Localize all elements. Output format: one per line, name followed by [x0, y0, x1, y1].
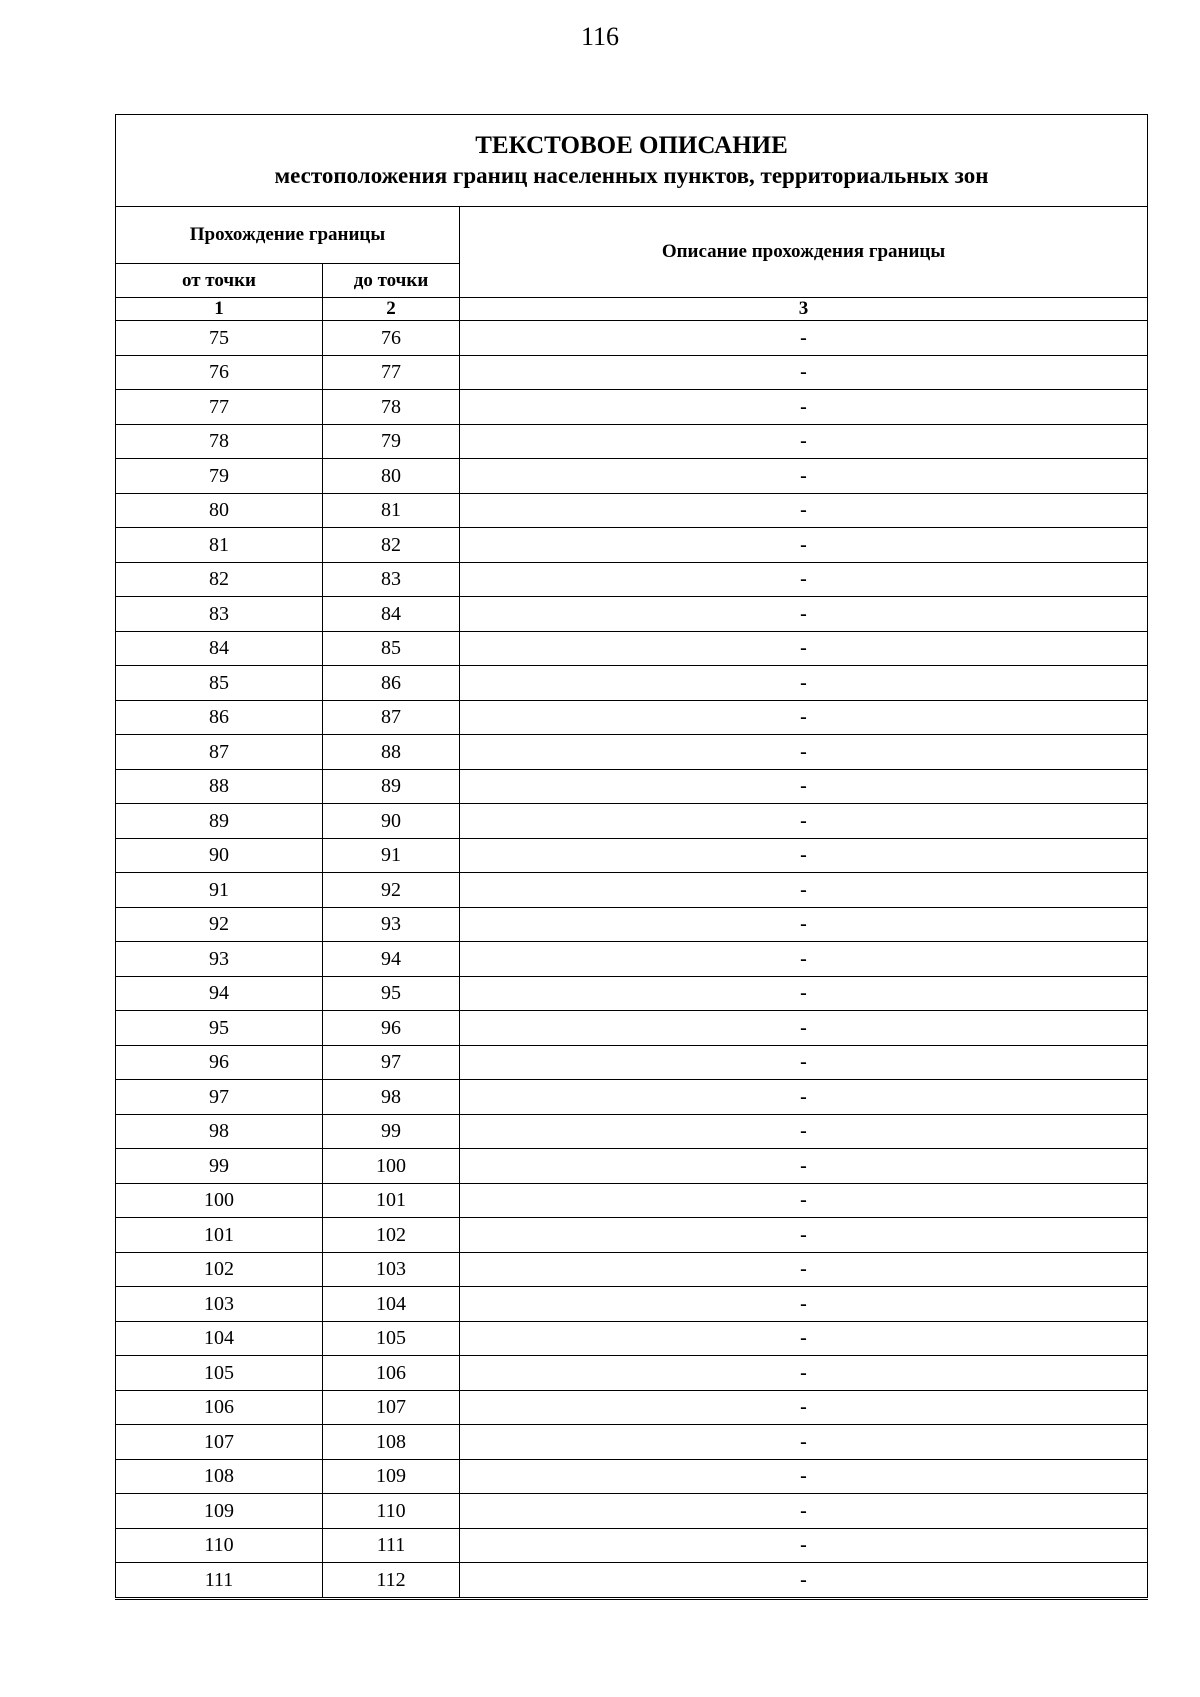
- to-point-cell: 82: [323, 528, 460, 563]
- description-cell: -: [460, 1494, 1148, 1529]
- from-point-cell: 109: [116, 1494, 323, 1529]
- from-point-cell: 79: [116, 459, 323, 494]
- from-point-cell: 105: [116, 1356, 323, 1391]
- to-point-cell: 110: [323, 1494, 460, 1529]
- table-row: [116, 1149, 1148, 1184]
- description-cell: -: [460, 424, 1148, 459]
- to-point-cell: 109: [323, 1459, 460, 1494]
- to-point-cell: 78: [323, 390, 460, 425]
- to-point-cell: 91: [323, 838, 460, 873]
- table-row: [116, 976, 1148, 1011]
- from-point-cell: 95: [116, 1011, 323, 1046]
- description-cell: -: [460, 390, 1148, 425]
- to-point-cell: 102: [323, 1218, 460, 1253]
- from-point-cell: 90: [116, 838, 323, 873]
- table-body: [116, 321, 1148, 1599]
- table-subtitle: местоположения границ населенных пунктов, территориальных зон: [274, 162, 989, 188]
- table-row: [116, 1114, 1148, 1149]
- to-point-cell: 80: [323, 459, 460, 494]
- table-row: [116, 942, 1148, 977]
- table-row: [116, 631, 1148, 666]
- to-point-cell: 84: [323, 597, 460, 632]
- from-point-cell: 83: [116, 597, 323, 632]
- table-row: [116, 1528, 1148, 1563]
- table-row: [116, 321, 1148, 356]
- to-point-cell: 81: [323, 493, 460, 528]
- to-point-cell: 79: [323, 424, 460, 459]
- to-point-cell: 86: [323, 666, 460, 701]
- from-point-cell: 108: [116, 1459, 323, 1494]
- column-number-3: 3: [460, 298, 1148, 321]
- description-cell: -: [460, 459, 1148, 494]
- description-cell: -: [460, 1149, 1148, 1184]
- from-point-cell: 97: [116, 1080, 323, 1115]
- from-point-cell: 92: [116, 907, 323, 942]
- table-row: [116, 769, 1148, 804]
- table-row: [116, 1045, 1148, 1080]
- table-row: [116, 907, 1148, 942]
- table-row: [116, 1459, 1148, 1494]
- table-row: [116, 700, 1148, 735]
- to-point-cell: 99: [323, 1114, 460, 1149]
- to-point-cell: 106: [323, 1356, 460, 1391]
- to-point-cell: 92: [323, 873, 460, 908]
- to-point-cell: 88: [323, 735, 460, 770]
- to-point-cell: 98: [323, 1080, 460, 1115]
- from-point-cell: 102: [116, 1252, 323, 1287]
- from-point-cell: 76: [116, 355, 323, 390]
- table-title-cell: [116, 115, 1148, 207]
- description-cell: -: [460, 1218, 1148, 1253]
- to-point-cell: 77: [323, 355, 460, 390]
- from-point-cell: 78: [116, 424, 323, 459]
- from-point-cell: 85: [116, 666, 323, 701]
- from-point-cell: 80: [116, 493, 323, 528]
- from-point-cell: 103: [116, 1287, 323, 1322]
- description-cell: -: [460, 1563, 1148, 1599]
- to-point-cell: 108: [323, 1425, 460, 1460]
- table-row: [116, 390, 1148, 425]
- from-point-cell: 84: [116, 631, 323, 666]
- table-row: [116, 1183, 1148, 1218]
- description-cell: -: [460, 769, 1148, 804]
- table-row: [116, 1356, 1148, 1391]
- to-point-cell: 95: [323, 976, 460, 1011]
- table-row: [116, 1287, 1148, 1322]
- description-cell: -: [460, 631, 1148, 666]
- to-point-cell: 83: [323, 562, 460, 597]
- header-description: Описание прохождения границы: [460, 207, 1148, 298]
- description-cell: -: [460, 355, 1148, 390]
- description-cell: -: [460, 1390, 1148, 1425]
- from-point-cell: 82: [116, 562, 323, 597]
- to-point-cell: 100: [323, 1149, 460, 1184]
- to-point-cell: 104: [323, 1287, 460, 1322]
- description-cell: -: [460, 838, 1148, 873]
- description-cell: -: [460, 1356, 1148, 1391]
- table-row: [116, 493, 1148, 528]
- description-cell: -: [460, 1045, 1148, 1080]
- to-point-cell: 87: [323, 700, 460, 735]
- to-point-cell: 111: [323, 1528, 460, 1563]
- to-point-cell: 101: [323, 1183, 460, 1218]
- to-point-cell: 107: [323, 1390, 460, 1425]
- table-row: [116, 1390, 1148, 1425]
- description-cell: -: [460, 1114, 1148, 1149]
- description-cell: -: [460, 942, 1148, 977]
- page-number: 116: [580, 22, 620, 51]
- to-point-cell: 112: [323, 1563, 460, 1599]
- description-cell: -: [460, 562, 1148, 597]
- to-point-cell: 76: [323, 321, 460, 356]
- description-cell: -: [460, 493, 1148, 528]
- description-cell: -: [460, 700, 1148, 735]
- table-row: [116, 1218, 1148, 1253]
- description-cell: -: [460, 976, 1148, 1011]
- to-point-cell: 85: [323, 631, 460, 666]
- table-row: [116, 562, 1148, 597]
- description-cell: -: [460, 735, 1148, 770]
- description-cell: -: [460, 1287, 1148, 1322]
- to-point-cell: 97: [323, 1045, 460, 1080]
- header-from-point: от точки: [116, 264, 323, 298]
- table-row: [116, 528, 1148, 563]
- table-row: [116, 597, 1148, 632]
- from-point-cell: 77: [116, 390, 323, 425]
- from-point-cell: 104: [116, 1321, 323, 1356]
- to-point-cell: 94: [323, 942, 460, 977]
- from-point-cell: 96: [116, 1045, 323, 1080]
- column-number-1: 1: [116, 298, 323, 321]
- table-row: [116, 1252, 1148, 1287]
- column-number-2: 2: [323, 298, 460, 321]
- from-point-cell: 94: [116, 976, 323, 1011]
- table-row: [116, 1011, 1148, 1046]
- from-point-cell: 101: [116, 1218, 323, 1253]
- to-point-cell: 96: [323, 1011, 460, 1046]
- from-point-cell: 87: [116, 735, 323, 770]
- description-cell: -: [460, 666, 1148, 701]
- from-point-cell: 81: [116, 528, 323, 563]
- from-point-cell: 106: [116, 1390, 323, 1425]
- from-point-cell: 110: [116, 1528, 323, 1563]
- table-row: [116, 735, 1148, 770]
- table-row: [116, 459, 1148, 494]
- from-point-cell: 75: [116, 321, 323, 356]
- table-row: [116, 1080, 1148, 1115]
- description-cell: -: [460, 1425, 1148, 1460]
- from-point-cell: 86: [116, 700, 323, 735]
- description-cell: -: [460, 1011, 1148, 1046]
- to-point-cell: 90: [323, 804, 460, 839]
- boundary-description-table: [115, 114, 1148, 1600]
- table-row: [116, 1425, 1148, 1460]
- to-point-cell: 93: [323, 907, 460, 942]
- description-cell: -: [460, 528, 1148, 563]
- header-boundary-passage: Прохождение границы: [116, 207, 460, 264]
- to-point-cell: 89: [323, 769, 460, 804]
- description-cell: -: [460, 873, 1148, 908]
- description-cell: -: [460, 1321, 1148, 1356]
- description-cell: -: [460, 907, 1148, 942]
- from-point-cell: 98: [116, 1114, 323, 1149]
- header-to-point: до точки: [323, 264, 460, 298]
- from-point-cell: 107: [116, 1425, 323, 1460]
- from-point-cell: 91: [116, 873, 323, 908]
- table-row: [116, 873, 1148, 908]
- from-point-cell: 88: [116, 769, 323, 804]
- description-cell: -: [460, 1080, 1148, 1115]
- table-row: [116, 1563, 1148, 1599]
- description-cell: -: [460, 804, 1148, 839]
- from-point-cell: 111: [116, 1563, 323, 1599]
- description-cell: -: [460, 1183, 1148, 1218]
- from-point-cell: 89: [116, 804, 323, 839]
- table-row: [116, 1494, 1148, 1529]
- table-row: [116, 804, 1148, 839]
- description-cell: -: [460, 597, 1148, 632]
- description-cell: -: [460, 1459, 1148, 1494]
- table-row: [116, 666, 1148, 701]
- table-row: [116, 838, 1148, 873]
- description-cell: -: [460, 1252, 1148, 1287]
- table-row: [116, 355, 1148, 390]
- table-row: [116, 424, 1148, 459]
- description-cell: -: [460, 321, 1148, 356]
- to-point-cell: 103: [323, 1252, 460, 1287]
- table-row: [116, 1321, 1148, 1356]
- from-point-cell: 93: [116, 942, 323, 977]
- to-point-cell: 105: [323, 1321, 460, 1356]
- from-point-cell: 99: [116, 1149, 323, 1184]
- table-title: ТЕКСТОВОЕ ОПИСАНИЕ: [475, 131, 788, 159]
- description-cell: -: [460, 1528, 1148, 1563]
- from-point-cell: 100: [116, 1183, 323, 1218]
